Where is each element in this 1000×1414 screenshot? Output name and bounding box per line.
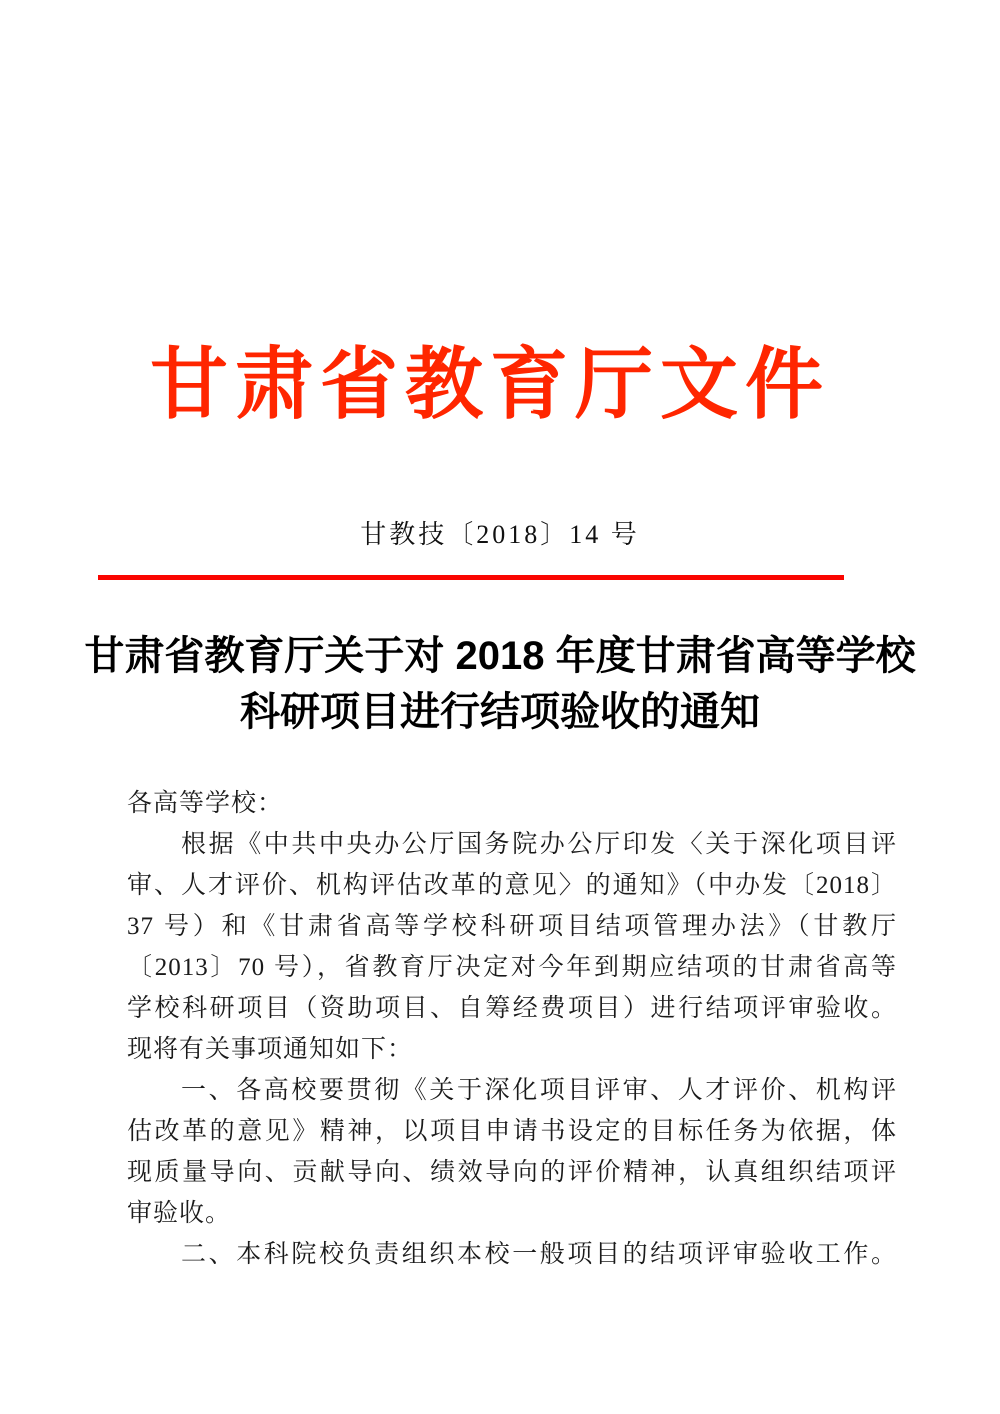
body-line: 根据《中共中央办公厅国务院办公厅印发〈关于深化项目评	[181, 831, 897, 858]
body-line: 37 号）和《甘肃省高等学校科研项目结项管理办法》（甘教厅	[127, 913, 897, 940]
body-line: 〔2013〕70 号），省教育厅决定对今年到期应结项的甘肃省高等	[127, 954, 897, 981]
body-line: 审、人才评价、机构评估改革的意见〉的通知》（中办发〔2018〕	[127, 872, 897, 899]
subject-title	[0, 628, 1000, 740]
body-line: 现将有关事项通知如下：	[127, 1036, 414, 1063]
salutation-line: 各高等学校：	[127, 790, 284, 817]
body-line: 现质量导向、贡献导向、绩效导向的评价精神，认真组织结项评	[127, 1159, 897, 1186]
body-line: 审验收。	[127, 1200, 232, 1227]
body-text	[127, 783, 897, 1275]
body-line: 一、各高校要贯彻《关于深化项目评审、人才评价、机构评	[181, 1077, 897, 1104]
document-number: 甘教技〔2018〕14 号	[360, 520, 640, 549]
body-line: 二、本科院校负责组织本校一般项目的结项评审验收工作。	[181, 1241, 897, 1268]
red-divider-line	[98, 575, 844, 580]
body-line: 学校科研项目（资助项目、自筹经费项目）进行结项评审验收。	[127, 995, 897, 1022]
body-line: 估改革的意见》精神，以项目申请书设定的目标任务为依据，体	[127, 1118, 897, 1145]
subject-title-line-1: 甘肃省教育厅关于对 2018 年度甘肃省高等学校	[84, 634, 916, 678]
subject-title-line-2: 科研项目进行结项验收的通知	[240, 690, 760, 734]
agency-title: 甘肃省教育厅文件	[149, 341, 830, 428]
